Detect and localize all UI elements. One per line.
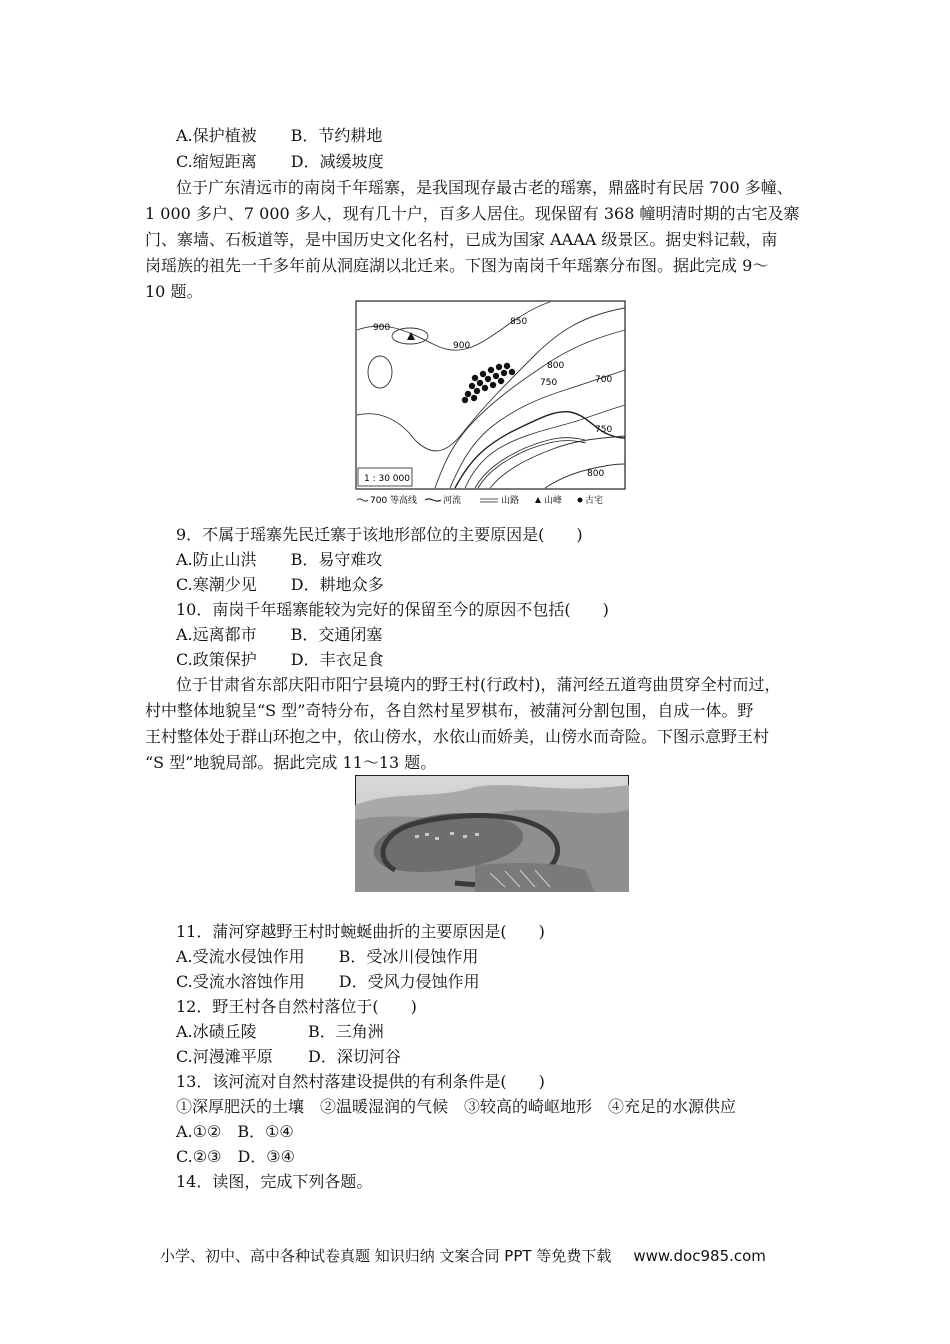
- legend-contour: 700 等高线: [370, 496, 418, 506]
- q8-option-d: D．减缓坡度: [290, 152, 384, 171]
- q13-options-row1: A.①② B．①④: [176, 1122, 294, 1141]
- q11-option-b: B．受冰川侵蚀作用: [338, 947, 479, 966]
- q12-options-row2: [176, 1046, 401, 1068]
- passage1-line5: 10 题。: [145, 282, 203, 301]
- q9-option-d: D．耕地众多: [290, 575, 384, 594]
- passage1-line2: 1 000 多户、7 000 多人，现有几十户，百多人居住。现保留有 368 幢明清时期的古宅及寨: [145, 204, 800, 223]
- footer-url[interactable]: www.doc985.com: [633, 1247, 766, 1265]
- contour-label-800b: 800: [587, 469, 605, 479]
- q9-stem: 9．不属于瑶寨先民迁寨于该地形部位的主要原因是( ): [176, 525, 583, 544]
- q12-option-b: B．三角洲: [308, 1022, 384, 1041]
- q8-options-row2: [176, 151, 384, 173]
- passage1-line3: 门、寨墙、石板道等，是中国历史文化名村，已成为国家 AAAA 级景区。据史料记载，南: [145, 230, 778, 249]
- map-legend: [357, 494, 603, 506]
- q13-items: ①深厚肥沃的土壤 ②温暖湿润的气候 ③较高的崎岖地形 ④充足的水源供应: [176, 1097, 737, 1116]
- passage1-line1: 位于广东清远市的南岗千年瑶寨，是我国现存最古老的瑶寨，鼎盛时有民居 700 多幢、: [176, 178, 793, 197]
- page-footer: [160, 1245, 766, 1266]
- contour-label-750a: 750: [540, 378, 558, 388]
- map-frame: [356, 301, 625, 489]
- contour-label-700: 700: [595, 375, 613, 385]
- q10-option-c: C.政策保护: [176, 650, 257, 669]
- q13-options-row2: C.②③ D．③④: [176, 1147, 295, 1166]
- footer-text: 小学、初中、高中各种试卷真题 知识归纳 文案合同 PPT 等免费下载: [160, 1247, 612, 1265]
- legend-house: 古宅: [585, 496, 604, 506]
- contour-label-800a: 800: [547, 361, 565, 371]
- q9-option-c: C.寒潮少见: [176, 575, 257, 594]
- q11-stem: 11．蒲河穿越野王村时蜿蜒曲折的主要原因是( ): [176, 922, 545, 941]
- q10-option-b: B．交通闭塞: [290, 625, 383, 644]
- q9-options-row1: [176, 549, 382, 571]
- passage2-line4: “S 型”地貌局部。据此完成 11～13 题。: [145, 753, 437, 772]
- contour-map-figure: [355, 300, 627, 510]
- q10-option-a: A.远离都市: [176, 625, 257, 644]
- q8-option-a: A.保护植被: [176, 126, 257, 145]
- q8-option-b: B．节约耕地: [290, 126, 383, 145]
- contour-map: [355, 300, 627, 510]
- contour-label-900a: 900: [373, 323, 391, 333]
- q10-stem: 10．南岗千年瑶寨能较为完好的保留至今的原因不包括( ): [176, 600, 609, 619]
- q11-options-row1: [176, 946, 478, 968]
- legend-road: 山路: [501, 496, 520, 506]
- q11-option-a: A.受流水侵蚀作用: [176, 947, 305, 966]
- passage2-line1: 位于甘肃省东部庆阳市阳宁县境内的野王村(行政村)，蒲河经五道弯曲贯穿全村而过，: [176, 675, 781, 694]
- passage2-line3: 王村整体处于群山环抱之中，依山傍水，水依山而娇美，山傍水而奇险。下图示意野王村: [145, 727, 770, 746]
- contour-label-850: 850: [510, 317, 528, 327]
- q10-options-row2: [176, 649, 384, 671]
- s-landform-illustration: [355, 775, 629, 892]
- legend-river: 河流: [443, 496, 462, 506]
- q8-option-c: C.缩短距离: [176, 152, 257, 171]
- q9-options-row2: [176, 574, 384, 596]
- q14-stem: 14．读图，完成下列各题。: [176, 1172, 373, 1191]
- q11-options-row2: [176, 971, 480, 993]
- q9-option-b: B．易守难攻: [290, 550, 383, 569]
- q12-option-c: C.河漫滩平原: [176, 1047, 273, 1066]
- q13-stem: 13．该河流对自然村落建设提供的有利条件是( ): [176, 1072, 545, 1091]
- q12-stem: 12．野王村各自然村落位于( ): [176, 997, 417, 1016]
- q12-option-d: D．深切河谷: [308, 1047, 401, 1066]
- contour-label-750b: 750: [595, 425, 613, 435]
- q11-option-d: D．受风力侵蚀作用: [338, 972, 480, 991]
- passage2-line2: 村中整体地貌呈“S 型”奇特分布，各自然村星罗棋布，被蒲河分割包围，自成一体。野: [145, 701, 754, 720]
- contour-label-900b: 900: [453, 341, 471, 351]
- map-scale: 1 : 30 000: [364, 474, 410, 484]
- q11-option-c: C.受流水溶蚀作用: [176, 972, 305, 991]
- passage1-line4: 岗瑶族的祖先一千多年前从洞庭湖以北迁来。下图为南岗千年瑶寨分布图。据此完成 9～: [145, 256, 769, 275]
- q9-option-a: A.防止山洪: [176, 550, 257, 569]
- q10-options-row1: [176, 624, 382, 646]
- q12-options-row1: [176, 1021, 384, 1043]
- s-landform-photo: [355, 775, 629, 892]
- legend-peak: 山峰: [544, 496, 563, 506]
- q8-options-row1: [176, 125, 382, 147]
- q10-option-d: D．丰衣足食: [290, 650, 384, 669]
- q12-option-a: A.冰碛丘陵: [176, 1022, 257, 1041]
